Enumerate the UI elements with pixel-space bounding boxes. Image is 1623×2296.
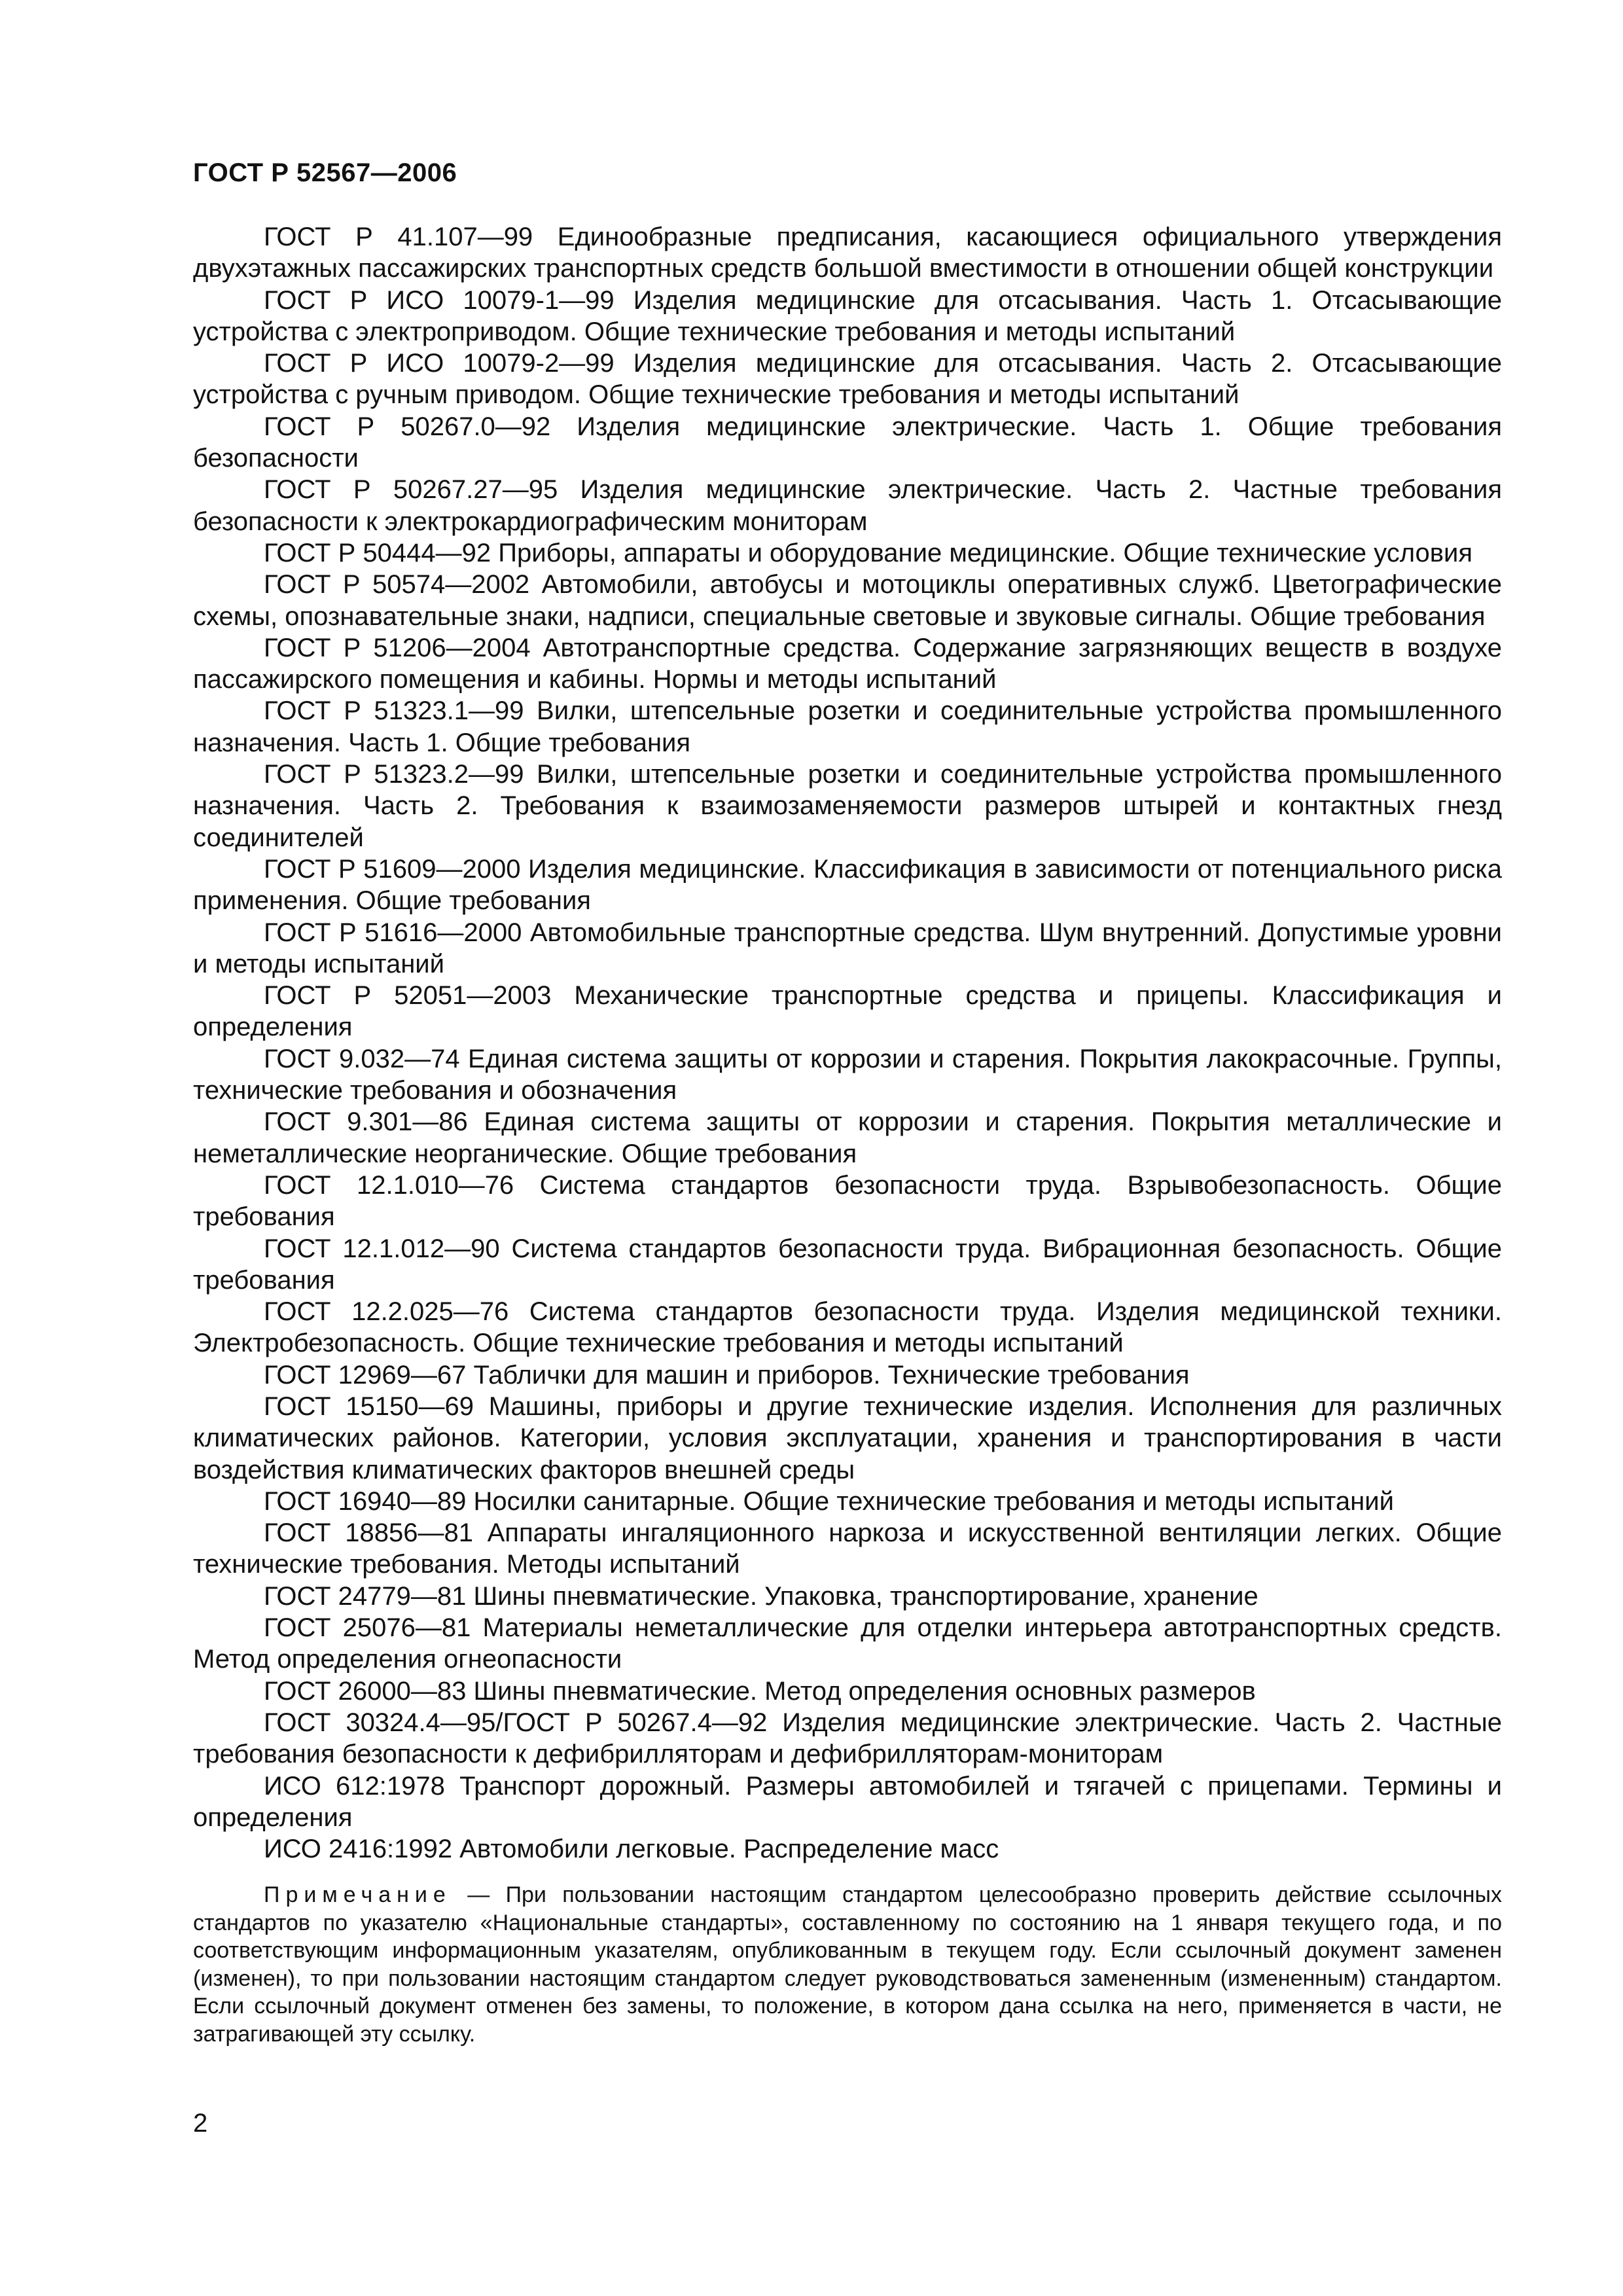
page-number: 2 bbox=[193, 2109, 208, 2138]
note-text: — При пользовании настоящим стандартом целесообразно проверить действие ссылочных стандартов по указателю «Национальные стандарты», составленному по состоянию на 1 января текущего года, и по соответствующим информационным указателям, опубликованным в текущем году. Если ссылочный документ заменен (изменен), то при пользовании настоящим стандартом следует руководствоваться замененным (измененным) стандартом. Если ссылочный документ отменен без замены, то положение, в котором дана ссылка на него, применяется в части, не затрагивающей эту ссылку. bbox=[193, 1882, 1502, 2047]
reference-item: ГОСТ Р 50444—92 Приборы, аппараты и оборудование медицинские. Общие технические условия bbox=[264, 538, 1472, 567]
document-header: ГОСТ Р 52567—2006 bbox=[193, 158, 457, 187]
reference-item: ГОСТ Р 50574—2002 Автомобили, автобусы и мотоциклы оперативных служб. Цветографические схемы, опознавательные знаки, надписи, специальные световые и звуковые сигналы. Общие требования bbox=[193, 570, 1502, 631]
reference-item: ГОСТ 15150—69 Машины, приборы и другие технические изделия. Исполнения для различных климатических районов. Категории, условия эксплуатации, хранения и транспортирования в части воздействия климатических факторов внешней среды bbox=[193, 1391, 1502, 1484]
reference-item: ГОСТ Р 51323.2—99 Вилки, штепсельные розетки и соединительные устройства промышленного назначения. Часть 2. Требования к взаимозаменяемости размеров штырей и контактных гнезд соединителей bbox=[193, 760, 1502, 852]
reference-item: ГОСТ Р 51323.1—99 Вилки, штепсельные розетки и соединительные устройства промышленного назначения. Часть 1. Общие требования bbox=[193, 696, 1502, 757]
reference-item: ИСО 2416:1992 Автомобили легковые. Распределение масс bbox=[264, 1835, 999, 1864]
reference-item: ГОСТ 12.1.012—90 Система стандартов безопасности труда. Вибрационная безопасность. Общие требования bbox=[193, 1234, 1502, 1295]
reference-item: ГОСТ 12.2.025—76 Система стандартов безопасности труда. Изделия медицинской техники. Электробезопасность. Общие технические требования и методы испытаний bbox=[193, 1297, 1502, 1358]
reference-item: ГОСТ 12.1.010—76 Система стандартов безопасности труда. Взрывобезопасность. Общие требования bbox=[193, 1170, 1502, 1232]
reference-item: ГОСТ 12969—67 Таблички для машин и приборов. Технические требования bbox=[264, 1360, 1190, 1390]
reference-item: ГОСТ Р 50267.0—92 Изделия медицинские электрические. Часть 1. Общие требования безопасности bbox=[193, 412, 1502, 473]
reference-item: ГОСТ 30324.4—95/ГОСТ Р 50267.4—92 Изделия медицинские электрические. Часть 2. Частные требования безопасности к дефибрилляторам и дефибрилляторам-мониторам bbox=[193, 1708, 1502, 1769]
reference-item: ГОСТ 9.032—74 Единая система защиты от коррозии и старения. Покрытия лакокрасочные. Группы, технические требования и обозначения bbox=[193, 1044, 1502, 1105]
reference-item: ГОСТ 25076—81 Материалы неметаллические для отделки интерьера автотранспортных средств. Метод определения огнеопасности bbox=[193, 1613, 1502, 1674]
reference-item: ГОСТ Р ИСО 10079-2—99 Изделия медицинские для отсасывания. Часть 2. Отсасывающие устройства с ручным приводом. Общие технические требования и методы испытаний bbox=[193, 349, 1502, 410]
reference-item: ГОСТ Р 51609—2000 Изделия медицинские. Классификация в зависимости от потенциального риска применения. Общие требования bbox=[193, 854, 1502, 916]
reference-item: ГОСТ 24779—81 Шины пневматические. Упаковка, транспортирование, хранение bbox=[264, 1581, 1258, 1611]
reference-item: ГОСТ 18856—81 Аппараты ингаляционного наркоза и искусственной вентиляции легких. Общие технические требования. Методы испытаний bbox=[193, 1518, 1502, 1579]
reference-item: ИСО 612:1978 Транспорт дорожный. Размеры автомобилей и тягачей с прицепами. Термины и определения bbox=[193, 1771, 1502, 1832]
reference-item: ГОСТ Р 51616—2000 Автомобильные транспортные средства. Шум внутренний. Допустимые уровни и методы испытаний bbox=[193, 918, 1502, 978]
reference-item: ГОСТ Р ИСО 10079-1—99 Изделия медицинские для отсасывания. Часть 1. Отсасывающие устройства с электроприводом. Общие технические требования и методы испытаний bbox=[193, 285, 1502, 346]
reference-item: ГОСТ Р 52051—2003 Механические транспортные средства и прицепы. Классификация и определения bbox=[193, 981, 1502, 1042]
note-paragraph bbox=[193, 1881, 1502, 2048]
note-label: Примечание bbox=[264, 1882, 452, 1907]
normative-references-list bbox=[193, 221, 1502, 1865]
reference-item: ГОСТ 16940—89 Носилки санитарные. Общие технические требования и методы испытаний bbox=[264, 1486, 1394, 1516]
reference-item: ГОСТ 9.301—86 Единая система защиты от коррозии и старения. Покрытия металлические и неметаллические неорганические. Общие требования bbox=[193, 1107, 1502, 1168]
reference-item: ГОСТ Р 50267.27—95 Изделия медицинские электрические. Часть 2. Частные требования безопасности к электрокардиографическим мониторам bbox=[193, 475, 1502, 536]
reference-item: ГОСТ Р 51206—2004 Автотранспортные средства. Содержание загрязняющих веществ в воздухе пассажирского помещения и кабины. Нормы и методы испытаний bbox=[193, 633, 1502, 694]
reference-item: ГОСТ 26000—83 Шины пневматические. Метод определения основных размеров bbox=[264, 1676, 1256, 1706]
reference-item: ГОСТ Р 41.107—99 Единообразные предписания, касающиеся официального утверждения двухэтажных пассажирских транспортных средств большой вместимости в отношении общей конструкции bbox=[193, 223, 1502, 283]
